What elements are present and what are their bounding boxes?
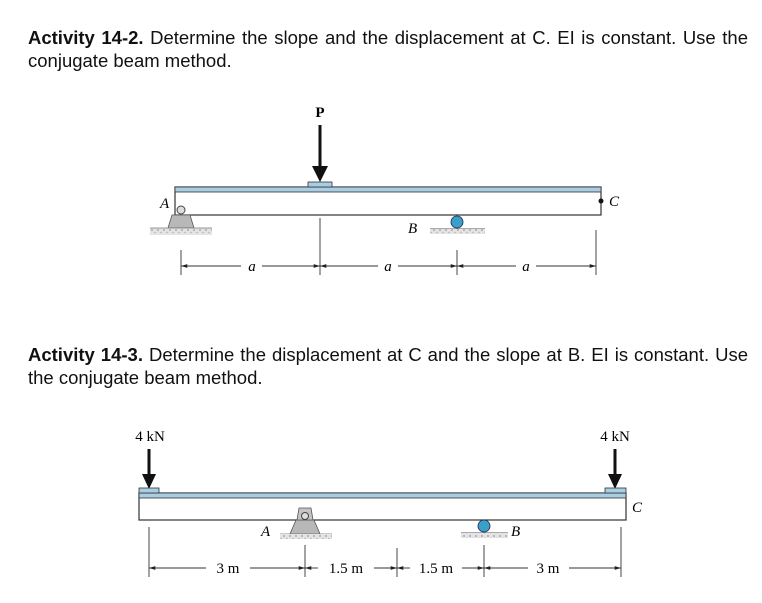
figure-14-3: [135, 429, 643, 577]
load-right-plate: [605, 488, 626, 493]
dim-a-2: a: [384, 259, 392, 275]
dim-3m-right: 3 m: [536, 561, 560, 577]
load-p-label: P: [315, 105, 325, 121]
load-left-plate: [139, 488, 159, 493]
point-c-dot: [599, 199, 604, 204]
load-right-label: 4 kN: [600, 429, 630, 445]
dim-3m-left: 3 m: [216, 561, 240, 577]
beam-top-flange-14-3: [139, 493, 626, 498]
activity-14-3-text: Determine the displacement at C and the slope at B. EI is constant. Use the conjugate beam method.: [28, 344, 749, 388]
dim-a-3: a: [522, 259, 530, 275]
activity-14-3-label: Activity 14-3.: [28, 344, 143, 365]
point-a-label: A: [160, 196, 170, 212]
dim-a-1: a: [248, 259, 256, 275]
load-left-label: 4 kN: [135, 429, 165, 445]
dim-1-5m-left: 1.5 m: [328, 561, 364, 577]
point-b-label-14-3: B: [511, 524, 521, 540]
point-b-label: B: [408, 221, 418, 237]
dim-1-5m-right: 1.5 m: [418, 561, 454, 577]
point-a-label-14-3: A: [261, 524, 271, 540]
load-p-plate: [308, 182, 332, 187]
figure-14-2: [150, 105, 620, 275]
activity-14-2-text: Determine the slope and the displacement at C. EI is constant. Use the conjugate beam method.: [28, 27, 748, 71]
beam-top-flange-14-2: [175, 187, 601, 192]
activity-14-2-label: Activity 14-2.: [28, 27, 144, 48]
roller-support-b: [430, 216, 485, 234]
point-c-label-14-3: C: [632, 500, 643, 516]
point-c-label: C: [609, 194, 620, 210]
roller-support-b-14-3: [461, 520, 508, 538]
